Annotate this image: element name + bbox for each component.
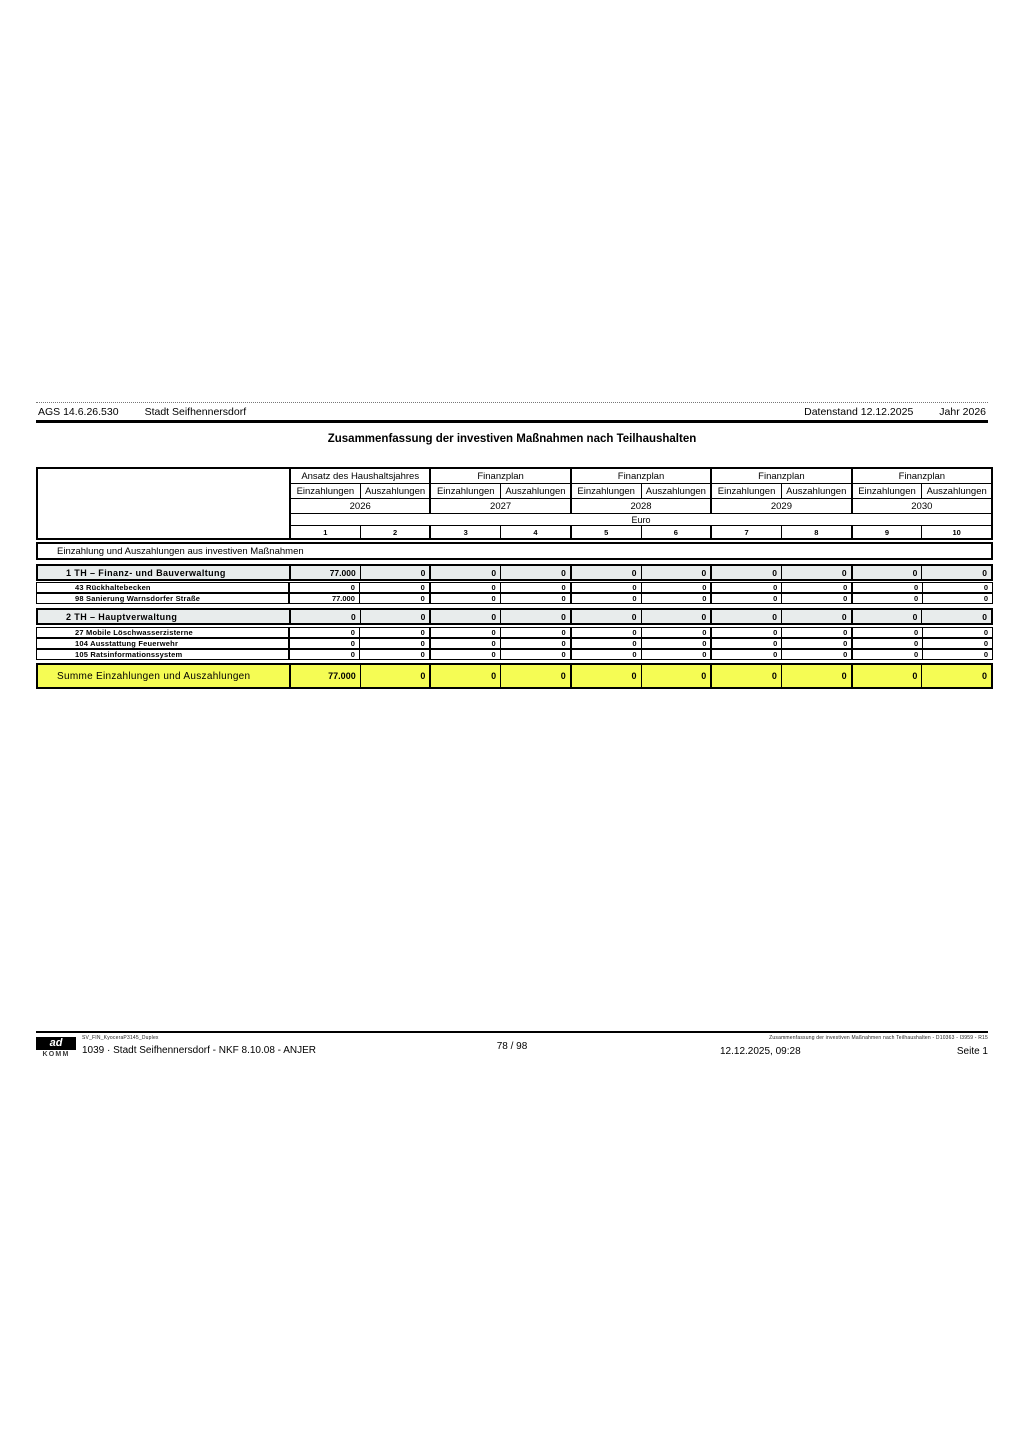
page-title: Zusammenfassung der investiven Maßnahmen nach Teilhaushalten <box>327 433 697 445</box>
column-type-cell: Auszahlungen <box>641 484 711 498</box>
group-header-cell: Finanzplan <box>851 469 991 483</box>
row-value: 0 <box>500 594 570 603</box>
city-label: Stadt Seifhennersdorf <box>144 406 247 418</box>
group-header-cell: Finanzplan <box>570 469 710 483</box>
column-type-cell: Einzahlungen <box>429 484 500 498</box>
row-value: 0 <box>922 639 992 648</box>
row-value: 0 <box>570 583 641 592</box>
page-header-left <box>38 406 272 418</box>
row-value: 0 <box>500 628 570 637</box>
year-cell: 2029 <box>710 499 850 513</box>
row-value: 0 <box>710 639 781 648</box>
sum-value: 0 <box>360 665 430 687</box>
row-value: 0 <box>781 594 851 603</box>
row-value: 0 <box>710 610 781 623</box>
unit-cell: Euro <box>631 514 651 525</box>
row-value: 0 <box>781 639 851 648</box>
table-row <box>36 564 993 581</box>
row-label: 104 Ausstattung Feuerwehr <box>37 639 290 648</box>
top-dotted-rule <box>36 402 988 403</box>
row-value: 0 <box>429 639 500 648</box>
column-number-cell: 1 <box>323 527 328 537</box>
row-value: 0 <box>641 583 711 592</box>
sum-value: 0 <box>781 665 851 687</box>
sum-label: Summe Einzahlungen und Auszahlungen <box>38 665 291 687</box>
year-row <box>291 499 991 514</box>
row-value: 0 <box>359 628 429 637</box>
row-value: 0 <box>570 566 641 579</box>
column-type-cell: Einzahlungen <box>710 484 781 498</box>
sum-value: 77.000 <box>328 671 356 681</box>
sum-row <box>36 663 993 689</box>
row-value: 0 <box>500 650 570 659</box>
section-header-row <box>36 542 993 560</box>
table-row <box>36 582 993 593</box>
row-value: 77.000 <box>331 594 355 603</box>
row-value: 0 <box>851 650 922 659</box>
row-value: 0 <box>429 628 500 637</box>
jahr-label: Jahr 2026 <box>939 406 986 418</box>
column-number-row <box>291 526 991 538</box>
column-number-cell: 4 <box>500 526 570 538</box>
row-value: 0 <box>641 610 711 623</box>
row-value: 0 <box>359 650 429 659</box>
datenstand-label: Datenstand 12.12.2025 <box>804 406 914 418</box>
row-value: 0 <box>710 650 781 659</box>
column-number-cell: 9 <box>851 526 922 538</box>
table-row <box>36 627 993 638</box>
row-value: 0 <box>500 610 570 623</box>
column-type-cell: Auszahlungen <box>360 484 430 498</box>
column-type-cell: Auszahlungen <box>921 484 991 498</box>
row-value: 0 <box>921 610 991 623</box>
logo-komm-text: KOMM <box>42 1051 70 1058</box>
row-value: 0 <box>710 628 781 637</box>
row-value: 77.000 <box>329 567 356 578</box>
column-type-row <box>291 484 991 499</box>
row-value: 0 <box>570 628 641 637</box>
print-datetime: 12.12.2025, 09:28 <box>720 1046 801 1057</box>
row-value: 0 <box>429 594 500 603</box>
table-row <box>36 608 993 625</box>
column-type-cell: Einzahlungen <box>296 485 355 497</box>
sum-value: 0 <box>429 665 500 687</box>
row-value: 0 <box>500 566 570 579</box>
row-value: 0 <box>851 610 922 623</box>
column-number-cell: 10 <box>921 526 991 538</box>
row-value: 0 <box>781 583 851 592</box>
sum-value: 0 <box>921 665 991 687</box>
row-label: 2 TH – Hauptverwaltung <box>38 610 291 623</box>
row-value: 0 <box>641 628 711 637</box>
row-value: 0 <box>641 594 711 603</box>
column-type-cell: Auszahlungen <box>500 484 570 498</box>
row-value: 0 <box>921 566 991 579</box>
footer-rule <box>36 1031 988 1033</box>
row-value: 0 <box>500 639 570 648</box>
row-label: 98 Sanierung Warnsdorfer Straße <box>37 594 290 603</box>
row-value: 0 <box>851 583 922 592</box>
row-value: 0 <box>570 639 641 648</box>
table-row <box>36 638 993 649</box>
year-cell: 2027 <box>429 499 569 513</box>
printer-info: SV_FIN_KyoceraP3145_Duplex <box>82 1035 159 1041</box>
column-number-cell: 8 <box>781 526 851 538</box>
row-value: 0 <box>429 610 500 623</box>
page-fraction: 78 / 98 <box>496 1041 528 1052</box>
group-header-row <box>291 469 991 484</box>
row-value: 0 <box>922 650 992 659</box>
column-number-cell: 2 <box>360 526 430 538</box>
group-header-cell: Finanzplan <box>710 469 850 483</box>
doc-ref: Zusammenfassung der investiven Maßnahmen nach Teilhaushalten - D10363 - I3959 - R15 <box>769 1035 988 1041</box>
column-number-cell: 7 <box>710 526 781 538</box>
page-footer <box>36 1035 988 1069</box>
row-label: 27 Mobile Löschwasserzisterne <box>37 628 290 637</box>
table-row <box>36 593 993 604</box>
page-number: Seite 1 <box>956 1046 988 1057</box>
row-value: 0 <box>710 583 781 592</box>
table-header <box>36 467 993 540</box>
summary-table <box>36 467 993 689</box>
year-cell: 2028 <box>570 499 710 513</box>
org-line: 1039 · Stadt Seifhennersdorf - NKF 8.10.08 - ANJER <box>82 1045 317 1056</box>
row-value: 0 <box>570 610 641 623</box>
sum-value: 0 <box>500 665 570 687</box>
row-label: 43 Rückhaltebecken <box>37 583 290 592</box>
row-value: 0 <box>851 639 922 648</box>
row-value: 0 <box>429 566 500 579</box>
row-value: 0 <box>710 594 781 603</box>
table-header-columns <box>291 469 991 538</box>
row-value: 0 <box>641 639 711 648</box>
row-label: 1 TH – Finanz- und Bauverwaltung <box>38 566 291 579</box>
corner-cell <box>38 469 291 538</box>
ags-label: AGS 14.6.26.530 <box>38 406 119 418</box>
column-type-cell: Einzahlungen <box>570 484 641 498</box>
row-label: 105 Ratsinformationssystem <box>37 650 290 659</box>
footer-right <box>720 1035 988 1057</box>
group-header-cell: Finanzplan <box>429 469 569 483</box>
row-value: 0 <box>359 583 429 592</box>
row-value: 0 <box>781 610 851 623</box>
column-type-cell: Einzahlungen <box>851 484 922 498</box>
sum-value: 0 <box>710 665 781 687</box>
column-number-cell: 6 <box>641 526 711 538</box>
sum-value: 0 <box>641 665 711 687</box>
header-rule <box>36 420 988 423</box>
row-value: 0 <box>851 566 922 579</box>
year-cell: 2026 <box>349 500 371 512</box>
row-value: 0 <box>781 628 851 637</box>
unit-row <box>291 514 991 526</box>
column-number-cell: 5 <box>570 526 641 538</box>
row-value: 0 <box>922 583 992 592</box>
row-value: 0 <box>350 611 356 622</box>
group-header-cell: Ansatz des Haushaltsjahres <box>301 470 420 482</box>
row-value: 0 <box>500 583 570 592</box>
row-value: 0 <box>570 650 641 659</box>
row-value: 0 <box>350 650 355 659</box>
row-value: 0 <box>922 594 992 603</box>
page-header <box>38 406 986 418</box>
row-value: 0 <box>350 583 355 592</box>
row-value: 0 <box>359 639 429 648</box>
table-row <box>36 649 993 660</box>
footer-right-row <box>720 1046 988 1057</box>
column-type-cell: Auszahlungen <box>781 484 851 498</box>
column-number-cell: 3 <box>429 526 500 538</box>
row-value: 0 <box>710 566 781 579</box>
sum-value: 0 <box>570 665 641 687</box>
row-value: 0 <box>641 650 711 659</box>
row-value: 0 <box>350 628 355 637</box>
row-value: 0 <box>641 566 711 579</box>
row-value: 0 <box>350 639 355 648</box>
row-value: 0 <box>360 566 430 579</box>
row-value: 0 <box>429 583 500 592</box>
row-value: 0 <box>781 650 851 659</box>
row-value: 0 <box>360 610 430 623</box>
row-value: 0 <box>429 650 500 659</box>
row-value: 0 <box>851 628 922 637</box>
section-title: Einzahlung und Auszahlungen aus investiven Maßnahmen <box>57 545 304 557</box>
row-value: 0 <box>570 594 641 603</box>
row-value: 0 <box>922 628 992 637</box>
row-value: 0 <box>781 566 851 579</box>
row-value: 0 <box>359 594 429 603</box>
sum-value: 0 <box>851 665 922 687</box>
logo-ad-text: ad <box>36 1037 76 1050</box>
page-header-right <box>778 406 986 418</box>
year-cell: 2030 <box>851 499 991 513</box>
row-value: 0 <box>851 594 922 603</box>
